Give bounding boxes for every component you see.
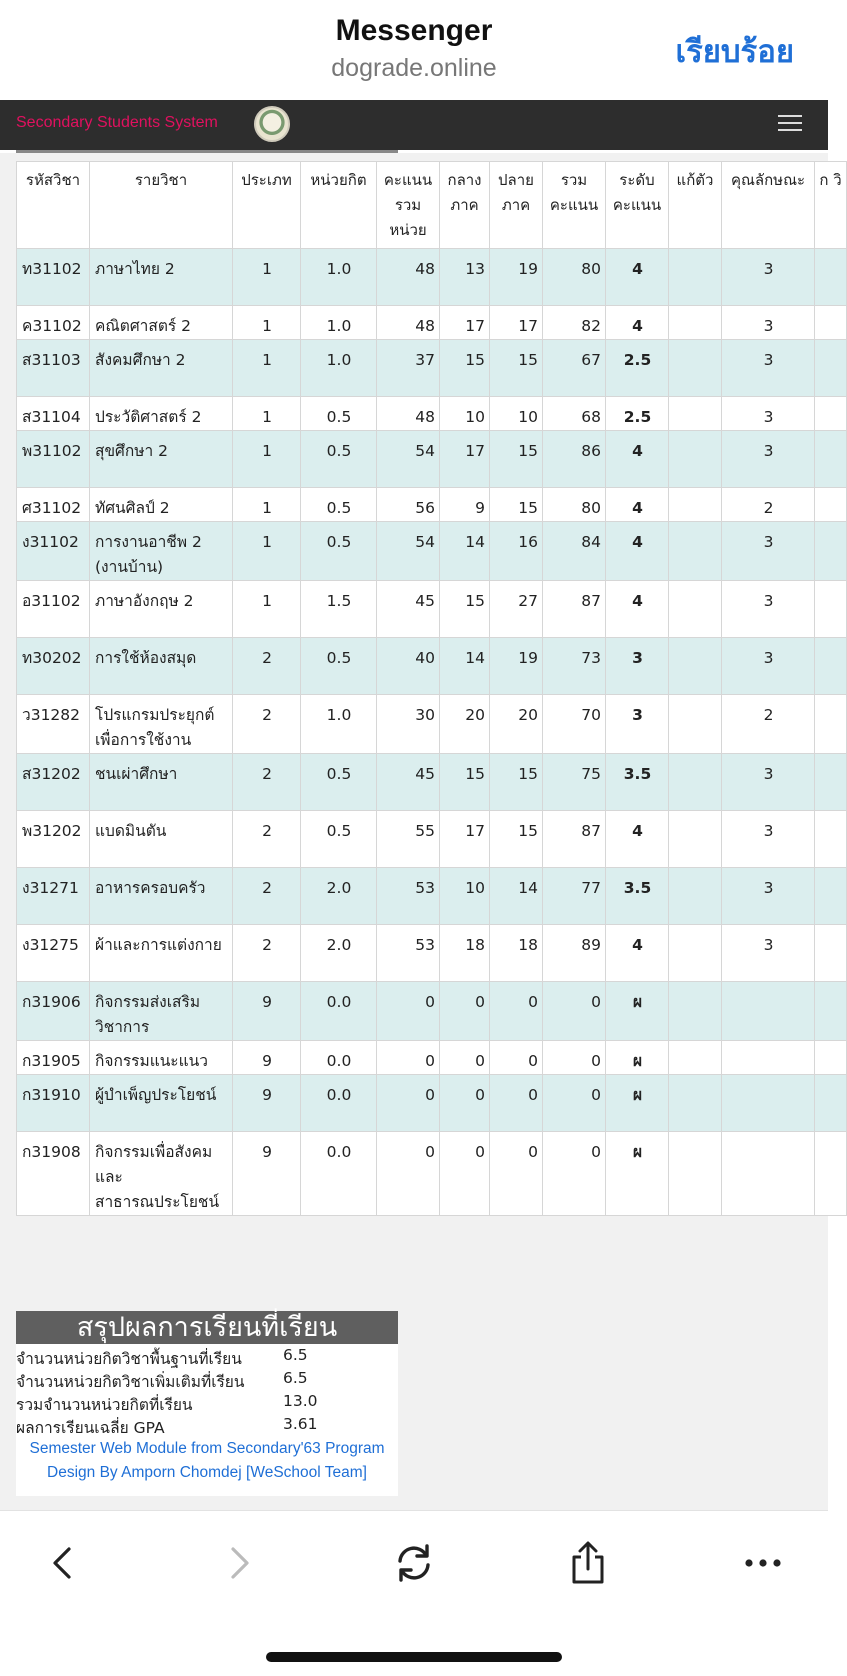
cell-mid: 0 <box>440 1132 490 1216</box>
cell-extra <box>815 925 847 982</box>
cell-credit: 1.0 <box>301 340 377 397</box>
table-body <box>17 249 847 1216</box>
done-button[interactable]: เรียบร้อย <box>675 34 794 70</box>
cell-retake <box>669 754 722 811</box>
column-header: คุณลักษณะ <box>722 162 815 249</box>
cell-unit: 0 <box>377 1041 440 1075</box>
cell-mid: 0 <box>440 1041 490 1075</box>
cell-code: ท30202 <box>17 638 90 695</box>
cell-final: 0 <box>490 1075 543 1132</box>
cell-retake <box>669 306 722 340</box>
cell-trait: 3 <box>722 522 815 581</box>
column-header: หน่วยกิต <box>301 162 377 249</box>
cell-unit: 54 <box>377 431 440 488</box>
cell-mid: 9 <box>440 488 490 522</box>
table-row <box>17 925 847 982</box>
cell-name: ผู้บำเพ็ญประโยชน์ <box>90 1075 233 1132</box>
cell-name: ผ้าและการแต่งกาย <box>90 925 233 982</box>
cell-mid: 18 <box>440 925 490 982</box>
cell-name: ภาษาอังกฤษ 2 <box>90 581 233 638</box>
cell-unit: 56 <box>377 488 440 522</box>
cell-retake <box>669 811 722 868</box>
column-header: ปลายภาค <box>490 162 543 249</box>
cell-unit: 55 <box>377 811 440 868</box>
cell-unit: 54 <box>377 522 440 581</box>
cell-unit: 53 <box>377 868 440 925</box>
cell-grade: 3 <box>606 695 669 754</box>
summary-value: 6.5 <box>283 1369 308 1387</box>
cell-type: 2 <box>233 925 301 982</box>
cell-extra <box>815 811 847 868</box>
cell-type: 1 <box>233 581 301 638</box>
share-icon[interactable] <box>558 1533 618 1593</box>
cell-code: ง31271 <box>17 868 90 925</box>
cell-final: 10 <box>490 397 543 431</box>
summary-label: จำนวนหน่วยกิตวิชาเพิ่มเติมที่เรียน <box>16 1373 245 1391</box>
cell-name: อาหารครอบครัว <box>90 868 233 925</box>
cell-total: 89 <box>543 925 606 982</box>
cell-final: 17 <box>490 306 543 340</box>
cell-total: 84 <box>543 522 606 581</box>
credit-line-2[interactable]: Design By Amporn Chomdej [WeSchool Team] <box>47 1464 367 1481</box>
cell-extra <box>815 488 847 522</box>
cell-credit: 0.5 <box>301 754 377 811</box>
table-row <box>17 695 847 754</box>
cell-grade: ผ <box>606 982 669 1041</box>
cell-type: 9 <box>233 1041 301 1075</box>
cell-code: ก31906 <box>17 982 90 1041</box>
cell-grade: 4 <box>606 306 669 340</box>
cell-code: อ31102 <box>17 581 90 638</box>
cell-mid: 17 <box>440 431 490 488</box>
summary-label: ผลการเรียนเฉลี่ย GPA <box>16 1419 165 1437</box>
cell-type: 1 <box>233 340 301 397</box>
cell-final: 14 <box>490 868 543 925</box>
cell-extra <box>815 431 847 488</box>
summary-value: 13.0 <box>283 1392 318 1410</box>
cell-retake <box>669 249 722 306</box>
cell-retake <box>669 581 722 638</box>
cell-credit: 0.0 <box>301 1132 377 1216</box>
column-header: แก้ตัว <box>669 162 722 249</box>
cell-mid: 10 <box>440 868 490 925</box>
cell-credit: 0.5 <box>301 638 377 695</box>
cell-name: ภาษาไทย 2 <box>90 249 233 306</box>
summary-box <box>16 1344 398 1496</box>
cell-type: 9 <box>233 1132 301 1216</box>
cell-mid: 15 <box>440 340 490 397</box>
cell-type: 9 <box>233 1075 301 1132</box>
cell-grade: 4 <box>606 581 669 638</box>
cell-type: 1 <box>233 488 301 522</box>
cell-trait: 2 <box>722 695 815 754</box>
cell-extra <box>815 695 847 754</box>
cell-retake <box>669 522 722 581</box>
cell-extra <box>815 306 847 340</box>
cell-name: สังคมศึกษา 2 <box>90 340 233 397</box>
cell-mid: 20 <box>440 695 490 754</box>
sheet-domain: dograde.online <box>331 54 497 82</box>
cell-retake <box>669 397 722 431</box>
cell-total: 0 <box>543 1075 606 1132</box>
cell-credit: 1.5 <box>301 581 377 638</box>
cell-trait: 3 <box>722 340 815 397</box>
cell-code: ก31910 <box>17 1075 90 1132</box>
summary-value: 3.61 <box>283 1415 318 1433</box>
cell-type: 1 <box>233 306 301 340</box>
chevron-left-icon[interactable] <box>32 1533 92 1593</box>
table-row <box>17 811 847 868</box>
cell-code: ส31104 <box>17 397 90 431</box>
cell-trait: 3 <box>722 581 815 638</box>
cell-total: 87 <box>543 811 606 868</box>
cell-type: 1 <box>233 249 301 306</box>
cell-unit: 45 <box>377 754 440 811</box>
cell-total: 80 <box>543 249 606 306</box>
cell-credit: 1.0 <box>301 306 377 340</box>
table-row <box>17 249 847 306</box>
cell-total: 75 <box>543 754 606 811</box>
cell-mid: 0 <box>440 982 490 1041</box>
cell-unit: 30 <box>377 695 440 754</box>
cell-trait: 2 <box>722 488 815 522</box>
summary-label: จำนวนหน่วยกิตวิชาพื้นฐานที่เรียน <box>16 1350 242 1368</box>
column-header: ประเภท <box>233 162 301 249</box>
cell-retake <box>669 638 722 695</box>
cell-grade: 2.5 <box>606 397 669 431</box>
cell-name: การใช้ห้องสมุด <box>90 638 233 695</box>
cell-trait: 3 <box>722 754 815 811</box>
cell-grade: 2.5 <box>606 340 669 397</box>
cell-mid: 13 <box>440 249 490 306</box>
cell-code: ง31275 <box>17 925 90 982</box>
column-header: รวมคะแนน <box>543 162 606 249</box>
cell-total: 82 <box>543 306 606 340</box>
cell-total: 77 <box>543 868 606 925</box>
cell-name: โปรแกรมประยุกต์เพื่อการใช้งาน <box>90 695 233 754</box>
cell-credit: 0.0 <box>301 1075 377 1132</box>
school-logo-icon <box>254 106 290 142</box>
column-header: คะแนนรวมหน่วย <box>377 162 440 249</box>
cell-total: 87 <box>543 581 606 638</box>
cell-grade: 4 <box>606 249 669 306</box>
cell-code: ส31103 <box>17 340 90 397</box>
cell-trait: 3 <box>722 306 815 340</box>
cell-total: 0 <box>543 982 606 1041</box>
cell-unit: 0 <box>377 982 440 1041</box>
cell-type: 2 <box>233 868 301 925</box>
cell-code: พ31202 <box>17 811 90 868</box>
cell-final: 15 <box>490 488 543 522</box>
cell-credit: 0.0 <box>301 1041 377 1075</box>
cell-final: 0 <box>490 982 543 1041</box>
cell-name: คณิตศาสตร์ 2 <box>90 306 233 340</box>
cell-extra <box>815 638 847 695</box>
cell-trait <box>722 1041 815 1075</box>
cell-retake <box>669 431 722 488</box>
cell-mid: 14 <box>440 522 490 581</box>
cell-final: 15 <box>490 811 543 868</box>
cell-retake <box>669 982 722 1041</box>
cell-mid: 17 <box>440 306 490 340</box>
cell-grade: 4 <box>606 431 669 488</box>
cell-retake <box>669 1075 722 1132</box>
cell-final: 0 <box>490 1041 543 1075</box>
cell-final: 15 <box>490 431 543 488</box>
cell-code: ก31908 <box>17 1132 90 1216</box>
chevron-right-icon[interactable] <box>210 1533 270 1593</box>
site-brand[interactable]: Secondary Students System <box>16 114 218 131</box>
column-header: ก วิ <box>815 162 847 249</box>
cell-type: 1 <box>233 397 301 431</box>
more-icon[interactable] <box>733 1533 793 1593</box>
cell-extra <box>815 522 847 581</box>
cell-name: กิจกรรมแนะแนว <box>90 1041 233 1075</box>
cell-type: 1 <box>233 522 301 581</box>
cell-retake <box>669 1041 722 1075</box>
cell-trait: 3 <box>722 397 815 431</box>
cell-code: ก31905 <box>17 1041 90 1075</box>
cell-grade: 4 <box>606 925 669 982</box>
column-header: รายวิชา <box>90 162 233 249</box>
cell-extra <box>815 1075 847 1132</box>
column-header: กลางภาค <box>440 162 490 249</box>
cell-grade: 4 <box>606 811 669 868</box>
cell-grade: 3 <box>606 638 669 695</box>
cell-trait: 3 <box>722 811 815 868</box>
cell-mid: 15 <box>440 581 490 638</box>
cell-final: 0 <box>490 1132 543 1216</box>
cell-code: ท31102 <box>17 249 90 306</box>
cell-grade: ผ <box>606 1075 669 1132</box>
cell-type: 9 <box>233 982 301 1041</box>
site-navbar <box>0 100 828 150</box>
cell-unit: 0 <box>377 1075 440 1132</box>
table-row <box>17 397 847 431</box>
cell-final: 27 <box>490 581 543 638</box>
cell-code: ว31282 <box>17 695 90 754</box>
grades-table <box>16 161 847 1216</box>
cell-mid: 17 <box>440 811 490 868</box>
cell-type: 2 <box>233 638 301 695</box>
cell-extra <box>815 868 847 925</box>
home-indicator <box>266 1652 562 1662</box>
cell-code: ศ31102 <box>17 488 90 522</box>
cell-code: ง31102 <box>17 522 90 581</box>
cell-total: 68 <box>543 397 606 431</box>
cell-total: 0 <box>543 1041 606 1075</box>
cell-credit: 1.0 <box>301 249 377 306</box>
summary-label: รวมจำนวนหน่วยกิตที่เรียน <box>16 1396 193 1414</box>
cell-retake <box>669 695 722 754</box>
cell-extra <box>815 249 847 306</box>
summary-value: 6.5 <box>283 1346 308 1364</box>
sheet-title: Messenger <box>335 14 493 47</box>
cell-retake <box>669 925 722 982</box>
cell-name: สุขศึกษา 2 <box>90 431 233 488</box>
cell-type: 2 <box>233 754 301 811</box>
cell-total: 86 <box>543 431 606 488</box>
cell-type: 2 <box>233 811 301 868</box>
cell-credit: 0.5 <box>301 488 377 522</box>
cell-grade: 3.5 <box>606 754 669 811</box>
cell-extra <box>815 397 847 431</box>
credit-line-1[interactable]: Semester Web Module from Secondary'63 Program <box>29 1440 385 1457</box>
summary-title: สรุปผลการเรียนที่เรียน <box>16 1311 398 1344</box>
cell-extra <box>815 754 847 811</box>
cell-name: กิจกรรมส่งเสริมวิชาการ <box>90 982 233 1041</box>
cell-unit: 37 <box>377 340 440 397</box>
cell-grade: 4 <box>606 488 669 522</box>
cell-total: 80 <box>543 488 606 522</box>
cell-code: ค31102 <box>17 306 90 340</box>
cell-trait <box>722 1075 815 1132</box>
cell-extra <box>815 1132 847 1216</box>
table-row <box>17 982 847 1041</box>
table-row <box>17 1132 847 1216</box>
cell-unit: 53 <box>377 925 440 982</box>
cell-unit: 45 <box>377 581 440 638</box>
cell-credit: 0.5 <box>301 431 377 488</box>
cell-credit: 0.5 <box>301 811 377 868</box>
cell-total: 67 <box>543 340 606 397</box>
cell-name: กิจกรรมเพื่อสังคมและสาธารณประโยชน์ <box>90 1132 233 1216</box>
cell-final: 15 <box>490 340 543 397</box>
cell-grade: ผ <box>606 1132 669 1216</box>
table-header-row <box>17 162 847 249</box>
hamburger-menu-icon[interactable] <box>778 115 802 135</box>
cell-final: 16 <box>490 522 543 581</box>
cell-name: ทัศนศิลป์ 2 <box>90 488 233 522</box>
table-row <box>17 754 847 811</box>
cell-type: 2 <box>233 695 301 754</box>
cell-grade: 4 <box>606 522 669 581</box>
cell-credit: 0.5 <box>301 522 377 581</box>
cell-retake <box>669 868 722 925</box>
cell-name: ชนเผ่าศึกษา <box>90 754 233 811</box>
cell-final: 18 <box>490 925 543 982</box>
cell-retake <box>669 1132 722 1216</box>
cell-trait: 3 <box>722 925 815 982</box>
page-content <box>0 153 842 1510</box>
cell-credit: 2.0 <box>301 925 377 982</box>
cell-total: 70 <box>543 695 606 754</box>
cell-credit: 2.0 <box>301 868 377 925</box>
table-row <box>17 638 847 695</box>
cell-retake <box>669 340 722 397</box>
cell-trait <box>722 1132 815 1216</box>
table-row <box>17 306 847 340</box>
table-row <box>17 581 847 638</box>
cell-grade: 3.5 <box>606 868 669 925</box>
cell-credit: 1.0 <box>301 695 377 754</box>
cell-trait: 3 <box>722 249 815 306</box>
cell-extra <box>815 581 847 638</box>
cell-extra <box>815 982 847 1041</box>
cell-total: 73 <box>543 638 606 695</box>
cell-unit: 48 <box>377 397 440 431</box>
cell-trait <box>722 982 815 1041</box>
table-row <box>17 340 847 397</box>
sheet-header <box>0 0 828 100</box>
table-row <box>17 522 847 581</box>
cell-unit: 48 <box>377 249 440 306</box>
cell-code: ส31202 <box>17 754 90 811</box>
table-row <box>17 488 847 522</box>
table-row <box>17 868 847 925</box>
cell-final: 15 <box>490 754 543 811</box>
cell-name: แบดมินตัน <box>90 811 233 868</box>
cell-name: การงานอาชีพ 2 (งานบ้าน) <box>90 522 233 581</box>
cell-trait: 3 <box>722 431 815 488</box>
browser-toolbar <box>0 1510 828 1676</box>
cell-mid: 14 <box>440 638 490 695</box>
table-row <box>17 1041 847 1075</box>
cell-final: 19 <box>490 249 543 306</box>
cell-trait: 3 <box>722 638 815 695</box>
cell-total: 0 <box>543 1132 606 1216</box>
table-row <box>17 431 847 488</box>
cell-mid: 10 <box>440 397 490 431</box>
cell-type: 1 <box>233 431 301 488</box>
column-header: รหัสวิชา <box>17 162 90 249</box>
cell-final: 19 <box>490 638 543 695</box>
cell-extra <box>815 340 847 397</box>
cell-grade: ผ <box>606 1041 669 1075</box>
cell-trait: 3 <box>722 868 815 925</box>
cell-code: พ31102 <box>17 431 90 488</box>
column-header: ระดับคะแนน <box>606 162 669 249</box>
reload-icon[interactable] <box>384 1533 444 1593</box>
cell-extra <box>815 1041 847 1075</box>
table-row <box>17 1075 847 1132</box>
cell-name: ประวัติศาสตร์ 2 <box>90 397 233 431</box>
cell-unit: 48 <box>377 306 440 340</box>
cell-retake <box>669 488 722 522</box>
cell-credit: 0.5 <box>301 397 377 431</box>
cell-unit: 40 <box>377 638 440 695</box>
cell-mid: 0 <box>440 1075 490 1132</box>
cell-credit: 0.0 <box>301 982 377 1041</box>
cell-final: 20 <box>490 695 543 754</box>
cell-unit: 0 <box>377 1132 440 1216</box>
cell-mid: 15 <box>440 754 490 811</box>
